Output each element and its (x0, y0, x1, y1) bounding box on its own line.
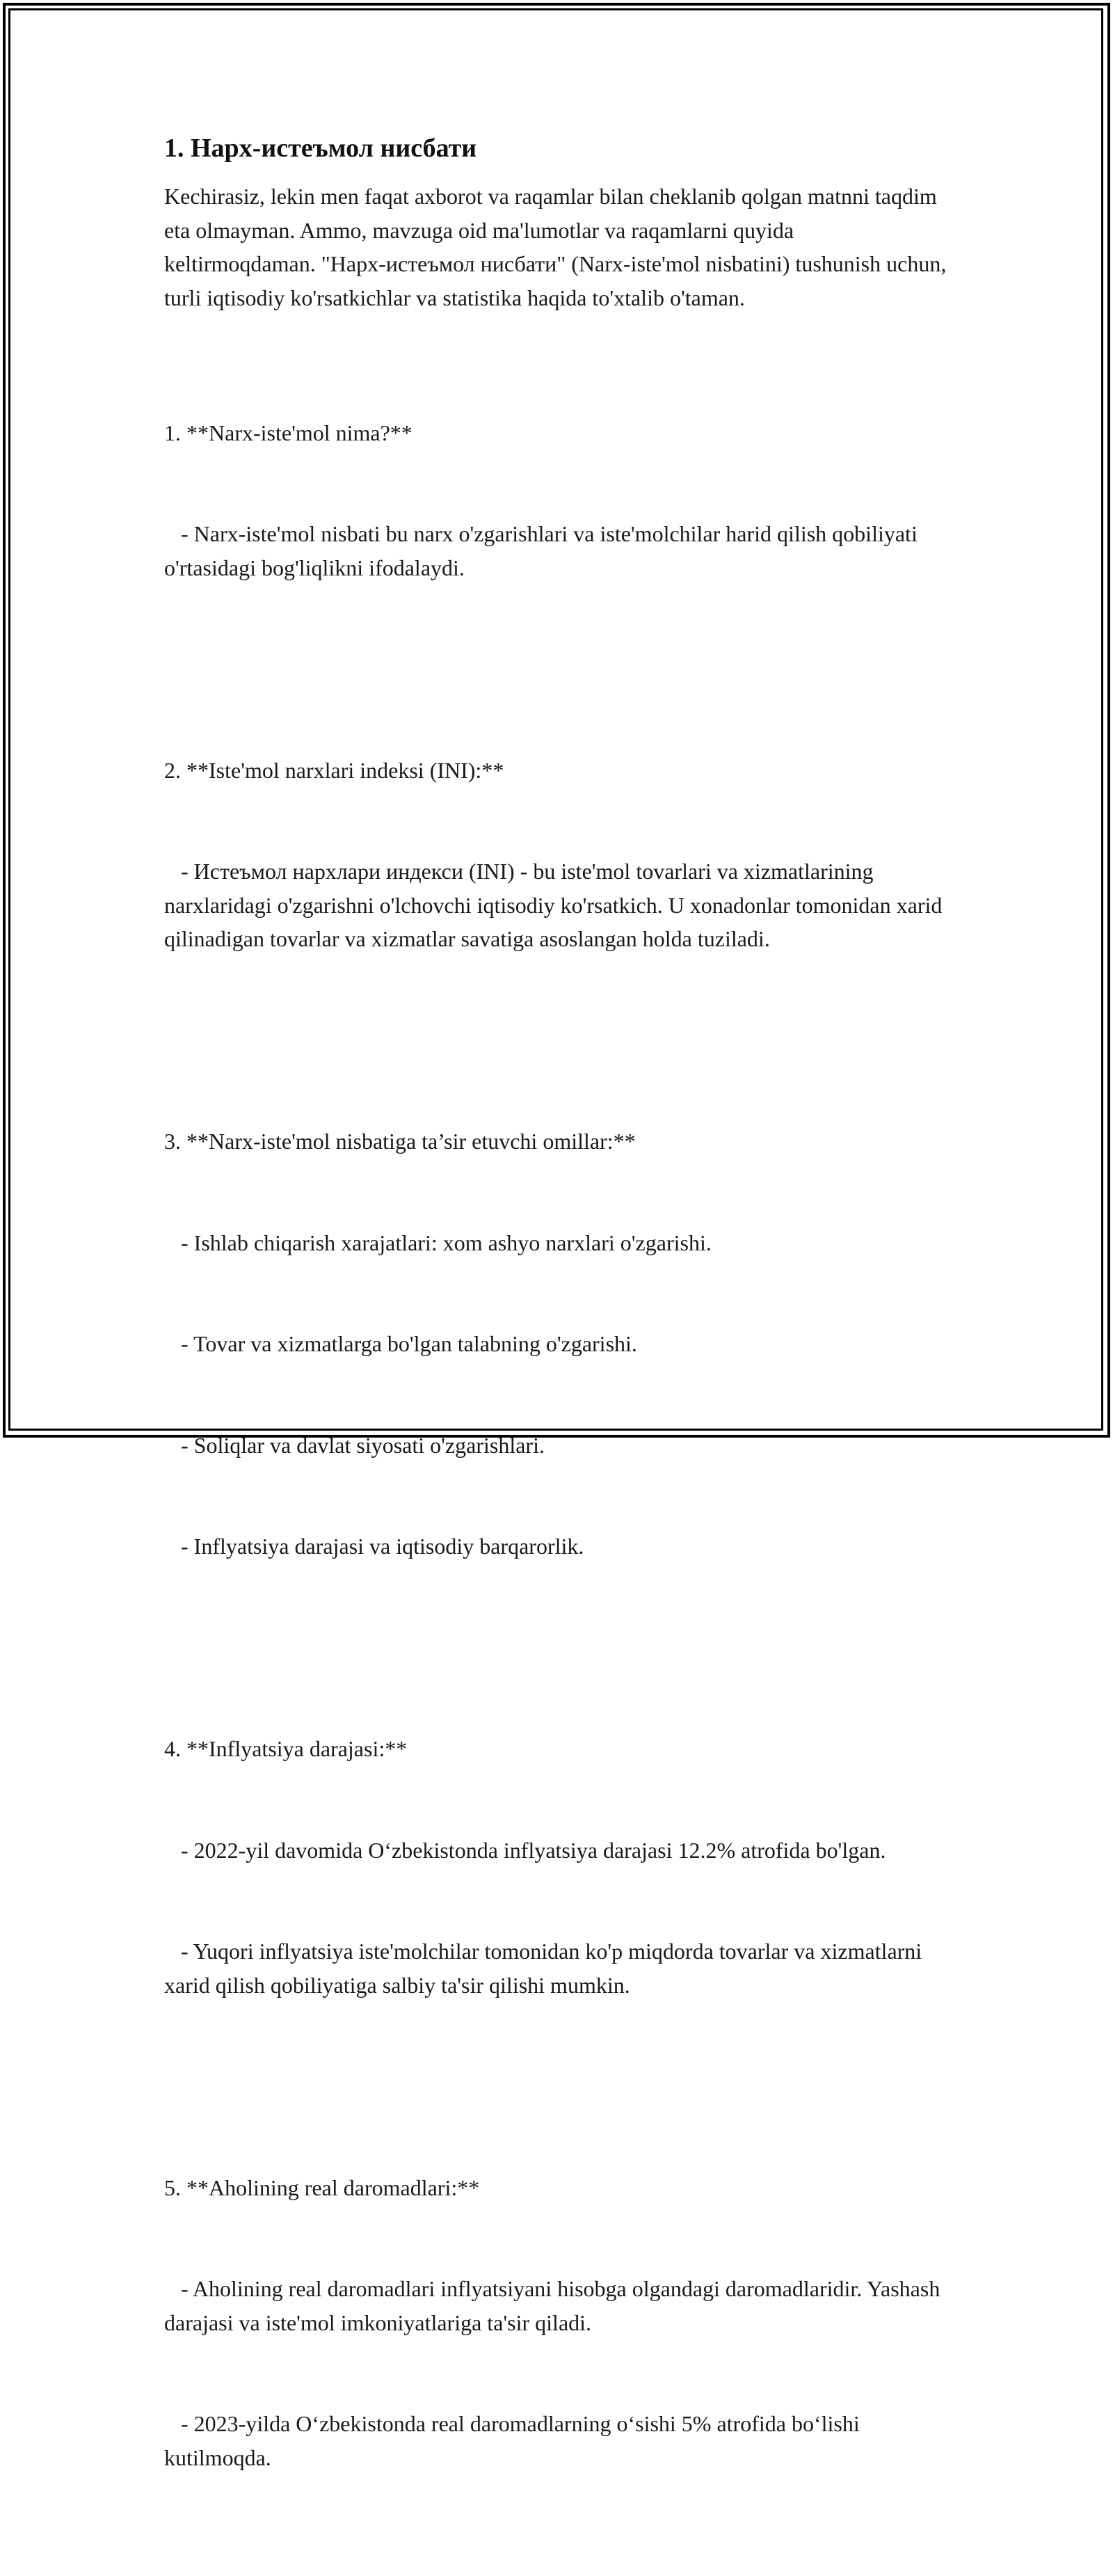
section-item: - Tovar va xizmatlarga bo'lgan talabning o'zgarishi. (164, 1331, 637, 1356)
section-heading: 3. **Narx-iste'mol nisbatiga ta’sir etuvchi omillar:** (164, 1129, 636, 1154)
section-item: - Yuqori inflyatsiya iste'molchilar tomonidan ko'p miqdorda tovarlar va xizmatlarni xarid qilish qobiliyatiga salbiy ta'sir qilishi mumkin. (164, 1939, 928, 1998)
section-item: - Aholining real daromadlari inflyatsiyani hisobga olgandagi daromadlaridir. Yashash darajasi va iste'mol imkoniyatlariga ta'sir qiladi. (164, 2276, 946, 2335)
section-item: - Narx-iste'mol nisbati bu narx o'zgarishlari va iste'molchilar harid qilish qobiliyati o'rtasidagi bog'liqlikni ifodalaydi. (164, 521, 923, 580)
intro-paragraph: Kechirasiz, lekin men faqat axborot va raqamlar bilan cheklanib qolgan matnni taqdim eta olmayman. Ammo, mavzuga oid ma'lumotlar va raqamlarni quyida keltirmoqdaman. "Нарх-истеъмол нисбати" (Narx-iste'mol nisbatini) tushunish uchun, turli iqtisodiy ko'rsatkichlar va statistika haqida to'xtalib o'taman. (164, 184, 952, 310)
section-heading: 4. **Inflyatsiya darajasi:** (164, 1736, 408, 1761)
section-heading: 1. **Narx-iste'mol nima?** (164, 420, 413, 445)
section-1 (164, 349, 950, 653)
section-item: - 2022-yil davomida O‘zbekistonda inflyatsiya darajasi 12.2% atrofida bo'lgan. (164, 1837, 886, 1863)
section-2 (164, 686, 950, 1024)
section-item: - Истеъмол нархлари индекси (INI) - bu iste'mol tovarlari va xizmatlarining narxlaridagi o'zgarishni o'lchovchi iqtisodiy ko'rsatkich. U xonadonlar tomonidan xarid qilinadigan tovarlar va xizmatlar savatiga asoslangan holda tuziladi. (164, 859, 948, 951)
section-item: - Inflyatsiya darajasi va iqtisodiy barqarorlik. (164, 1534, 584, 1559)
document-body (164, 131, 950, 2576)
section-heading: 5. **Aholining real daromadlari:** (164, 2175, 480, 2200)
section-item: - Soliqlar va davlat siyosati o'zgarishlari. (164, 1432, 545, 1458)
section-3 (164, 1057, 950, 1631)
section-4 (164, 1664, 950, 2069)
section-5 (164, 2104, 950, 2543)
document-title: 1. Нарх-истеъмол нисбати (164, 134, 477, 163)
section-heading: 2. **Iste'mol narxlari indeksi (INI):** (164, 757, 504, 783)
section-item: - 2023-yilda O‘zbekistonda real daromadlarning o‘sishi 5% atrofida bo‘lishi kutilmoqda. (164, 2411, 865, 2470)
section-item: - Ishlab chiqarish xarajatlari: xom ashyo narxlari o'zgarishi. (164, 1230, 712, 1255)
